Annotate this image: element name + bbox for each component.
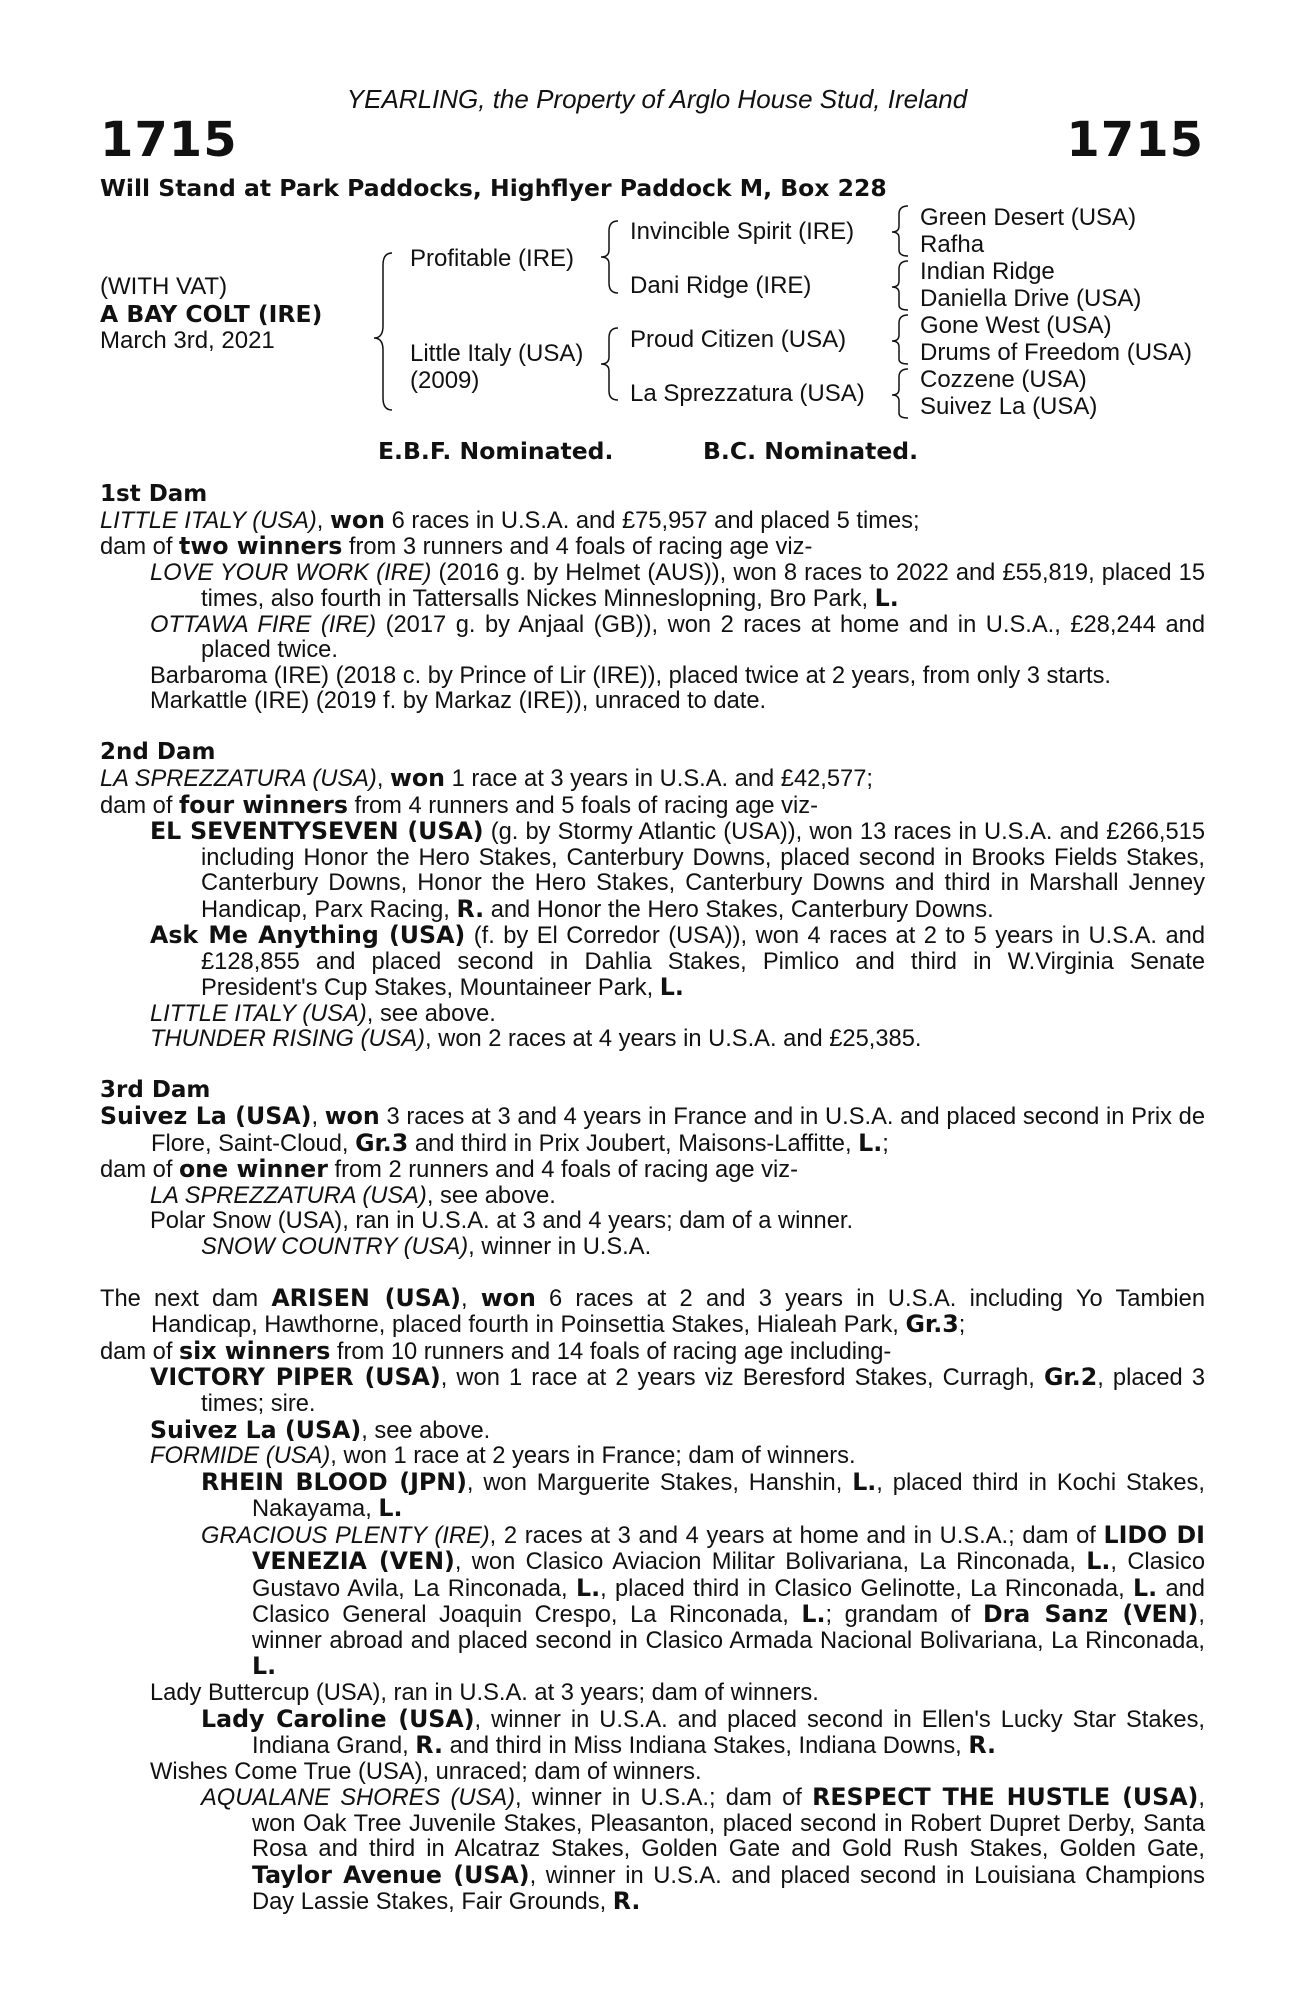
next-dam-produce-2: Suivez La (USA), see above. bbox=[150, 1415, 491, 1444]
next-dam-produce-3: FORMIDE (USA), won 1 race at 2 years in France; dam of winners. bbox=[150, 1443, 856, 1470]
third-dam-heading: 3rd Dam bbox=[100, 1077, 211, 1104]
pedigree-sire: Profitable (IRE) bbox=[410, 245, 575, 272]
horse-name: A BAY COLT (IRE) bbox=[100, 300, 323, 328]
first-dam-produce-1: LOVE YOUR WORK (IRE) (2016 g. by Helmet (AUS)), won 8 races to 2022 and £55,819, placed 15 times, also fourth in Tattersalls Nickes Minneslopning, Bro Park, L. bbox=[150, 559, 1205, 613]
first-dam-line2: dam of two winners from 3 runners and 4 foals of racing age viz- bbox=[100, 532, 813, 561]
brace-dd bbox=[892, 369, 908, 418]
first-dam-line1: LITTLE ITALY (USA), won 6 races in U.S.A. and £75,957 and placed 5 times; bbox=[100, 505, 920, 534]
next-dam-produce-8: Wishes Come True (USA), unraced; dam of winners. bbox=[150, 1758, 702, 1785]
next-dam-line2: dam of six winners from 10 runners and 14 foals of racing age including- bbox=[100, 1336, 892, 1365]
third-dam-produce-3: SNOW COUNTRY (USA), winner in U.S.A. bbox=[201, 1233, 652, 1260]
next-dam-produce-4: RHEIN BLOOD (JPN), won Marguerite Stakes, Hanshin, L., placed third in Kochi Stakes, Nakayama, L. bbox=[201, 1467, 1205, 1523]
next-dam-line1: The next dam ARISEN (USA), won 6 races at 2 and 3 years in U.S.A. including Yo Tambien Handicap, Hawthorne, placed fourth in Poinsettia Stakes, Hialeah Park, Gr.3; bbox=[100, 1283, 1205, 1339]
first-dam-heading: 1st Dam bbox=[100, 481, 208, 507]
third-dam-produce-2: Polar Snow (USA), ran in U.S.A. at 3 and 4 years; dam of a winner. bbox=[150, 1208, 854, 1235]
vat-note: (WITH VAT) bbox=[100, 273, 228, 300]
third-dam-line1: Suivez La (USA), won 3 races at 3 and 4 years in France and in U.S.A. and placed second in Prix de Flore, Saint-Cloud, Gr.3 and third in Prix Joubert, Maisons-Laffitte, L.; bbox=[100, 1102, 1206, 1157]
next-dam-produce-7: Lady Caroline (USA), winner in U.S.A. and placed second in Ellen's Lucky Star Stakes, Indiana Grand, R. and third in Miss Indiana Stakes, Indiana Downs, R. bbox=[201, 1704, 1205, 1760]
pedigree-dam-dam: La Sprezzatura (USA) bbox=[630, 380, 865, 407]
pedigree-dam-sire: Proud Citizen (USA) bbox=[630, 326, 847, 353]
stand-location: Will Stand at Park Paddocks, Highflyer Paddock M, Box 228 bbox=[100, 174, 887, 202]
catalogue-body bbox=[100, 482, 1205, 1916]
pedigree-dam: Little Italy (USA) bbox=[410, 340, 584, 367]
third-dam-produce-1: LA SPREZZATURA (USA), see above. bbox=[150, 1182, 556, 1209]
second-dam-produce-2: Ask Me Anything (USA) (f. by El Corredor (USA)), won 4 races at 2 to 5 years in U.S.A. and £128,855 and placed second in Dahlia Stakes, Pimlico and third in W.Virginia Senate President's Cup Stakes, Mountaineer Park, L. bbox=[150, 921, 1205, 1002]
pedigree-dam-year: (2009) bbox=[410, 367, 480, 394]
second-dam-produce-3: LITTLE ITALY (USA), see above. bbox=[150, 1000, 496, 1027]
third-dam-line2: dam of one winner from 2 runners and 4 foals of racing age viz- bbox=[100, 1155, 798, 1184]
next-dam-produce-9: AQUALANE SHORES (USA), winner in U.S.A.; dam of RESPECT THE HUSTLE (USA), won Oak Tree Juvenile Stakes, Pleasanton, placed second in Robert Dupret Derby, Santa Rosa and third in Alcatraz Stakes, Golden Gate and Gold Rush Stakes, Golden Gate, Taylor Avenue (USA), winner in U.S.A. and placed second in Louisiana Champions Day Lassie Stakes, Fair Grounds, R. bbox=[201, 1783, 1205, 1916]
second-dam-line1: LA SPREZZATURA (USA), won 1 race at 3 years in U.S.A. and £42,577; bbox=[100, 763, 873, 792]
next-dam-produce-5: GRACIOUS PLENTY (IRE), 2 races at 3 and 4 years at home and in U.S.A.; dam of LIDO DI VENEZIA (VEN), won Clasico Aviacion Militar Bolivariana, La Rinconada, L., Clasico Gustavo Avila, La Rinconada, L., placed third in Clasico Gelinotte, La Rinconada, L. and Clasico General Joaquin Crespo, La Rinconada, L.; grandam of Dra Sanz (VEN), winner abroad and placed second in Clasico Armada Nacional Bolivariana, La Rinconada, L. bbox=[201, 1520, 1205, 1681]
pedigree-sire-dam: Dani Ridge (IRE) bbox=[630, 272, 812, 299]
second-dam-heading: 2nd Dam bbox=[100, 739, 216, 766]
next-dam-produce-6: Lady Buttercup (USA), ran in U.S.A. at 3 years; dam of winners. bbox=[150, 1680, 819, 1707]
first-dam-produce-2: OTTAWA FIRE (IRE) (2017 g. by Anjaal (GB)), won 2 races at home and in U.S.A., £28,244 and placed twice. bbox=[150, 611, 1205, 664]
pedigree-sss: Green Desert (USA) bbox=[920, 204, 1137, 231]
page-subtitle: YEARLING, the Property of Arglo House Stud, Ireland bbox=[346, 84, 968, 114]
first-dam-produce-3: Barbaroma (IRE) (2018 c. by Prince of Lir (IRE)), placed twice at 2 years, from only 3 starts. bbox=[150, 662, 1111, 689]
ebf-nominated: E.B.F. Nominated. bbox=[378, 437, 614, 465]
brace-sd bbox=[892, 261, 908, 310]
second-dam-produce-1: EL SEVENTYSEVEN (USA) (g. by Stormy Atlantic (USA)), won 13 races in U.S.A. and £266,515 including Honor the Hero Stakes, Canterbury Downs, placed second in Brooks Fields Stakes, Canterbury Downs, Honor the Hero Stakes, Canterbury Downs and third in Marshall Jenney Handicap, Parx Racing, R. and Honor the Hero Stakes, Canterbury Downs. bbox=[150, 817, 1206, 923]
pedigree-ddd: Suivez La (USA) bbox=[920, 393, 1098, 420]
brace-sire bbox=[601, 221, 618, 293]
second-dam-produce-4: THUNDER RISING (USA), won 2 races at 4 years in U.S.A. and £25,385. bbox=[150, 1026, 922, 1053]
bc-nominated: B.C. Nominated. bbox=[703, 437, 919, 465]
pedigree-dsd: Drums of Freedom (USA) bbox=[920, 339, 1193, 366]
lot-number-left: 1715 bbox=[100, 112, 238, 168]
pedigree-ssd: Rafha bbox=[920, 231, 985, 258]
brace-generation-1 bbox=[374, 253, 392, 410]
second-dam-line2: dam of four winners from 4 runners and 5 foals of racing age viz- bbox=[100, 790, 818, 819]
brace-ds bbox=[892, 315, 908, 364]
brace-ss bbox=[892, 206, 908, 256]
pedigree-sdd: Daniella Drive (USA) bbox=[920, 285, 1142, 312]
lot-number-right: 1715 bbox=[1066, 112, 1204, 168]
next-dam-produce-1: VICTORY PIPER (USA), won 1 race at 2 years viz Beresford Stakes, Curragh, Gr.2, placed 3 times; sire. bbox=[150, 1363, 1205, 1417]
pedigree-dss: Gone West (USA) bbox=[920, 312, 1112, 339]
horse-dob: March 3rd, 2021 bbox=[100, 327, 275, 354]
brace-dam bbox=[601, 328, 618, 400]
pedigree-dds: Cozzene (USA) bbox=[920, 366, 1087, 393]
first-dam-produce-4: Markattle (IRE) (2019 f. by Markaz (IRE)), unraced to date. bbox=[150, 688, 767, 715]
pedigree-sds: Indian Ridge bbox=[920, 258, 1055, 285]
pedigree-sire-sire: Invincible Spirit (IRE) bbox=[630, 218, 855, 245]
